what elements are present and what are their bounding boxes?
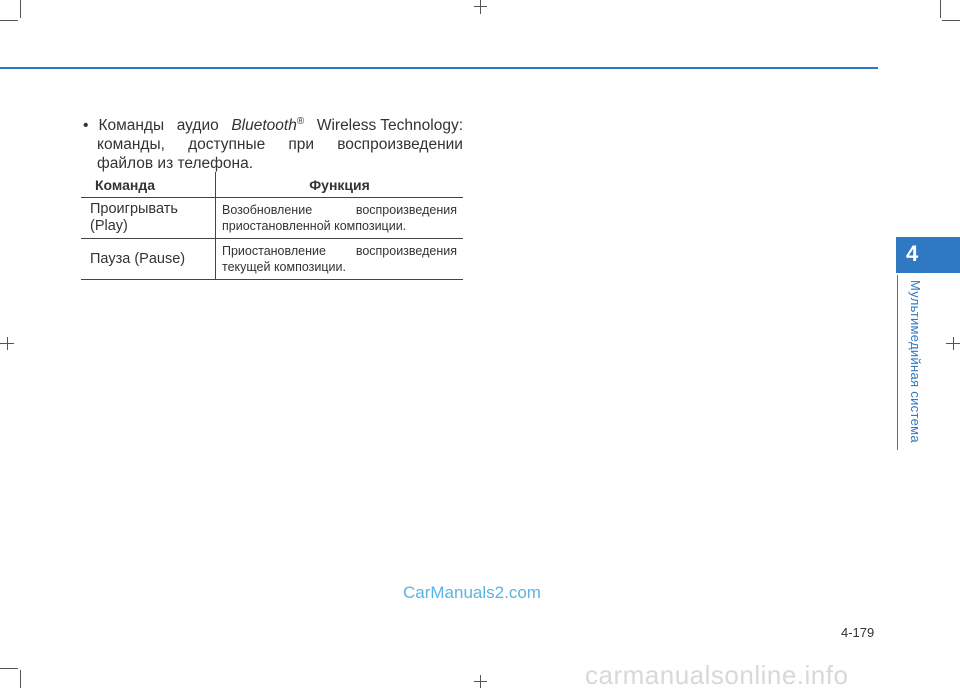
function-cell: Возобновление воспроизведения приостановленной композиции. [216,198,464,239]
bullet-line: команды, доступные при воспроизведении [97,136,463,153]
column-header-command: Команда [81,172,216,198]
crop-mark [940,0,941,18]
table-row [81,239,463,280]
commands-table [81,172,463,280]
header-rule [0,67,878,69]
registered-mark: ® [296,115,305,127]
bluetooth-term: Bluetooth [231,117,297,134]
table-header-row [81,172,463,198]
bullet-dot-icon: • [83,117,89,134]
crop-mark [20,0,21,18]
chapter-tab [896,237,960,273]
table-row [81,198,463,239]
footer-watermark: carmanualsonline.info [585,660,849,690]
page-number: 4-179 [841,625,875,640]
crop-mark [474,6,487,7]
crop-mark [20,670,21,688]
crop-mark [0,20,18,21]
bullet-line: файлов из телефона. [97,155,254,172]
chapter-side-rule [897,275,898,450]
bullet-line: • Команды аудио Bluetooth® Wireless Technology: [83,115,463,134]
crop-mark [0,668,18,669]
chapter-title: Мультимедийная система [908,280,923,443]
bullet-paragraph [83,116,463,173]
column-header-function: Функция [216,172,464,198]
chapter-number: 4 [906,241,919,266]
command-cell: Проигрывать (Play) [81,198,216,239]
command-cell: Пауза (Pause) [81,239,216,280]
crop-mark [953,337,954,350]
crop-mark [474,681,487,682]
watermark-link[interactable]: CarManuals2.com [403,583,541,602]
function-cell: Приостановление воспроизведения текущей композиции. [216,239,464,280]
crop-mark [942,20,960,21]
crop-mark [480,0,481,14]
crop-mark [7,337,8,350]
